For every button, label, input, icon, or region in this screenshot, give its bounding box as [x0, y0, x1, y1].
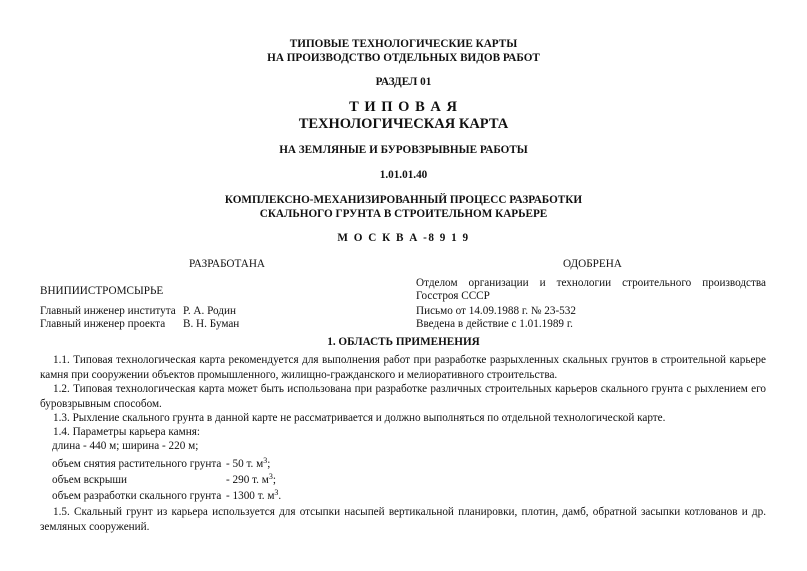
developer-organization: ВНИПИИСТРОМСЫРЬЕ: [40, 285, 164, 297]
effective-date: Введена в действие с 1.01.1989 г.: [416, 318, 573, 330]
approving-organization-parent: Госстроя СССР: [416, 290, 490, 302]
chief-engineer-project-role: Главный инженер проекта: [40, 318, 166, 330]
document-name-line1: КОМПЛЕКСНО-МЕХАНИЗИРОВАННЫЙ ПРОЦЕСС РАЗРАБОТКИ: [224, 194, 583, 206]
paragraph-1-4: 1.4. Параметры карьера камня:: [53, 426, 200, 438]
section-heading: 1. ОБЛАСТЬ ПРИМЕНЕНИЯ: [327, 336, 480, 348]
chief-engineer-institute-role: Главный инженер института: [40, 305, 176, 317]
volume-label-overburden: объем вскрыши: [52, 474, 127, 486]
volume-value-rock: - 1300 т. $м^3$.: [226, 488, 282, 502]
volume-label-topsoil: объем снятия растительного грунта: [52, 458, 222, 470]
chief-engineer-project-name: В. Н. Буман: [183, 318, 240, 330]
volume-value-overburden: - 290 т. $м^3$;: [226, 472, 276, 486]
document-code: 1.01.01.40: [379, 169, 428, 181]
paragraph-1-3: 1.3. Рыхление скального грунта в данной карте не рассматривается и должно выполняться по отдельной технологической карте.: [53, 412, 666, 424]
volume-value-topsoil: - 50 т. $м^3$;: [226, 456, 271, 470]
chief-engineer-institute-name: Р. А. Родин: [183, 305, 236, 317]
paragraph-1-1: 1.1. Типовая технологическая карта рекомендуется для выполнения работ при разработке разрыхленных скальных грунтов в строительной карьере камня при сооружении объектов промышленного, жилищно-гражданского и мелиоративного строительства.: [40, 354, 766, 381]
section-label: РАЗДЕЛ 01: [375, 76, 432, 88]
document-name-line2: СКАЛЬНОГО ГРУНТА В СТРОИТЕЛЬНОМ КАРЬЕРЕ: [259, 208, 548, 220]
quarry-dimensions: длина - 440 м; ширина - 220 м;: [52, 440, 199, 452]
approval-letter: Письмо от 14.09.1988 г. № 23-532: [416, 305, 576, 317]
paragraph-1-5: 1.5. Скальный грунт из карьера используется для отсыпки насыпей вертикальной планировки, плотин, дамб, обратной засыпки котлованов и др. земляных сооружений.: [40, 506, 766, 533]
volume-label-rock: объем разработки скального грунта: [52, 490, 222, 502]
series-title-line2: НА ПРОИЗВОДСТВО ОТДЕЛЬНЫХ ВИДОВ РАБОТ: [267, 52, 540, 64]
document-title-line1: Т И П О В А Я: [349, 99, 458, 115]
approving-organization: Отделом организации и технологии строительного производства: [416, 277, 766, 289]
developed-heading: РАЗРАБОТАНА: [189, 258, 266, 270]
document-subject: НА ЗЕМЛЯНЫЕ И БУРОВЗРЫВНЫЕ РАБОТЫ: [279, 144, 528, 156]
paragraph-1-2: 1.2. Типовая технологическая карта может быть использована при разработке различных строительных карьеров скального грунта с рыхлением его буровзрывным способом.: [40, 383, 766, 410]
approved-heading: ОДОБРЕНА: [563, 258, 622, 270]
series-title-line1: ТИПОВЫЕ ТЕХНОЛОГИЧЕСКИЕ КАРТЫ: [289, 38, 518, 50]
document-title-line2: ТЕХНОЛОГИЧЕСКАЯ КАРТА: [298, 116, 509, 132]
city-year: М О С К В А -8 9 1 9: [337, 232, 470, 244]
